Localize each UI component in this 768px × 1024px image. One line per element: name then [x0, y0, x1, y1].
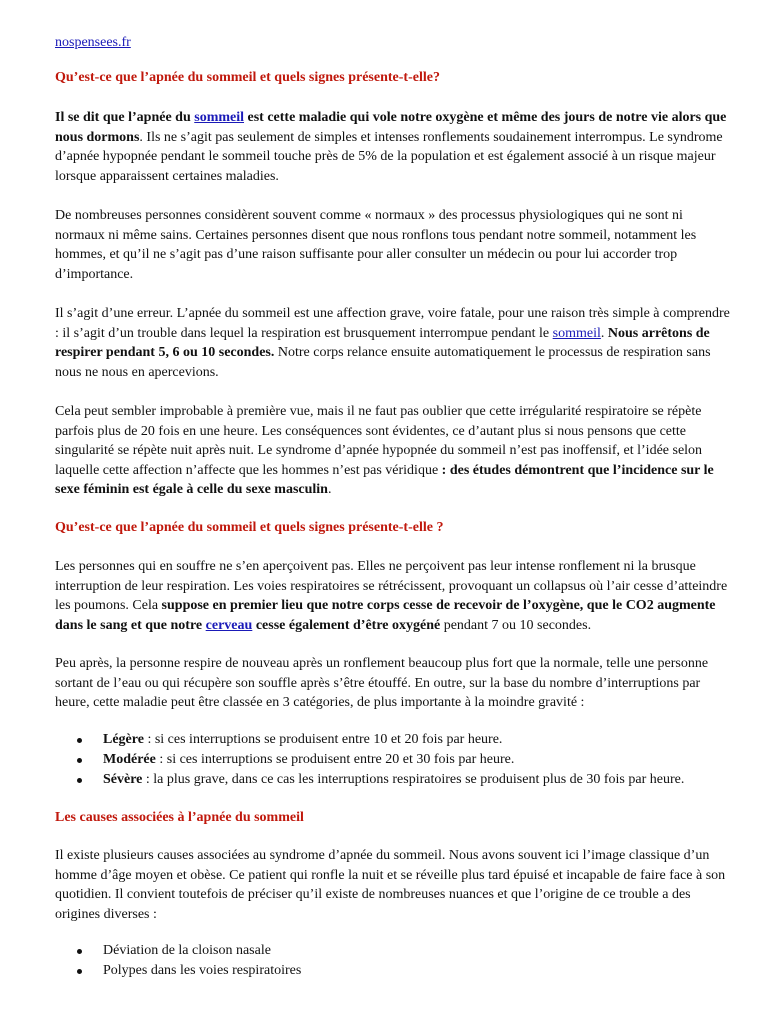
- bullet-dot-icon: [77, 778, 82, 783]
- severity-label: Sévère: [103, 772, 143, 787]
- causes-list: [55, 941, 732, 981]
- site-link[interactable]: nospensees.fr: [55, 35, 131, 50]
- paragraph-intro: [55, 108, 732, 186]
- intro-bold-1: Il se dit que l’apnée du: [55, 110, 195, 125]
- improbable-text-1: Cela peut sembler improbable à première vue, mais il ne faut pas oublier que cette irrégularité respiratoire se répète parfois plus de 20 fois en une heure. Les conséquences sont évidentes, ce d’autant plus si nous pensons que cette singularité se répète nuit après nuit. Le syndrome d’apnée hypopnée du sommeil n’est pas inoffensif, et l’idée selon laquelle cette affection n’affecte que les hommes n’est pas véridique: [55, 404, 703, 478]
- paragraph-categories: Peu après, la personne respire de nouveau après un ronflement beaucoup plus fort que la normale, telle une personne sortant de l’eau ou qui récupère son souffle après s’être étouffé. En outre, sur la base du nombre d’interruptions par heure, cette maladie peut être classée en 3 catégories, de plus importante à la moindre gravité :: [55, 656, 709, 710]
- list-item: [55, 770, 732, 790]
- paragraph-symptoms: [55, 557, 732, 635]
- paragraph-improbable: [55, 402, 732, 500]
- list-item: [55, 730, 732, 750]
- cerveau-link[interactable]: [206, 618, 253, 633]
- symptoms-text-1: Les personnes qui en souffre ne s’en aperçoivent pas. Elles ne perçoivent pas leur intense ronflement ni la brusque interruption de leur respiration. Les voies respiratoires se rétrécissent, provoquant un collapsus où l’air cesse d’atteindre les poumons. Cela: [55, 559, 728, 613]
- section-heading-3: Les causes associées à l’apnée du sommeil: [55, 810, 304, 825]
- cause-text: Déviation de la cloison nasale: [103, 943, 271, 958]
- severity-text: : si ces interruptions se produisent entre 20 et 30 fois par heure.: [155, 752, 515, 767]
- sommeil-link-2[interactable]: sommeil: [552, 325, 601, 341]
- bullet-dot-icon: [77, 758, 82, 763]
- symptoms-bold-1: suppose en premier lieu que notre corps cesse de recevoir de l’oxygène, que le CO2 augmente dans le sang et que notre: [55, 598, 716, 633]
- cause-text: Polypes dans les voies respiratoires: [103, 963, 302, 978]
- improbable-bold: : des études démontrent que l’incidence sur le sexe féminin est égale à celle du sexe masculin: [55, 462, 714, 497]
- bullet-dot-icon: [77, 738, 82, 743]
- paragraph-error: [55, 304, 732, 382]
- severity-text: : si ces interruptions se produisent entre 10 et 20 fois par heure.: [143, 732, 503, 747]
- sommeil-link-1[interactable]: [194, 110, 244, 125]
- severity-label: Modérée: [103, 752, 156, 767]
- list-item: [55, 750, 732, 770]
- improbable-text-2: .: [327, 482, 332, 497]
- paragraph-normal-processes: De nombreuses personnes considèrent souvent comme « normaux » des processus physiologiques qui ne sont ni normaux ni même sains. Certaines personnes disent que nous ronflons tous pendant notre sommeil, notamment les hommes, et qu’il ne s’agit pas d’une raison suffisante pour aller consulter un médecin ou pour lui accorder trop d’importance.: [55, 208, 697, 282]
- symptoms-text-2: pendant 7 ou 10 secondes.: [440, 617, 592, 633]
- severity-list: [55, 730, 732, 790]
- bullet-dot-icon: [77, 969, 82, 974]
- section-heading-2: Qu’est-ce que l’apnée du sommeil et quels signes présente-t-elle ?: [55, 520, 444, 535]
- sommeil-link-1-label: sommeil: [194, 110, 245, 125]
- symptoms-bold-2: cesse également d’être oxygéné: [252, 617, 441, 633]
- cerveau-link-label: cerveau: [205, 617, 253, 633]
- list-item: [55, 961, 732, 981]
- error-text-2: .: [600, 325, 608, 341]
- severity-label: Légère: [103, 732, 144, 747]
- intro-text: . Ils ne s’agit pas seulement de simples et intenses ronflements soudainement interrompus. Le syndrome d’apnée hypopnée pendant le sommeil touche près de 5% de la population et est également associé à un risque majeur lorsque apparaissent certaines maladies.: [55, 129, 723, 184]
- list-item: [55, 941, 732, 961]
- bullet-dot-icon: [77, 949, 82, 954]
- intro-bold-2: est cette maladie qui vole notre oxygène et même des jours de notre vie alors que nous dormons: [55, 110, 727, 145]
- severity-text: : la plus grave, dans ce cas les interruptions respiratoires se produisent plus de 30 fois par heure.: [142, 772, 685, 787]
- section-heading-1: Qu’est-ce que l’apnée du sommeil et quels signes présente-t-elle?: [55, 70, 440, 85]
- error-text-1: Il s’agit d’une erreur. L’apnée du sommeil est une affection grave, voire fatale, pour une raison très simple à comprendre : il s’agit d’un trouble dans lequel la respiration est brusquement interrompue pendant le: [55, 306, 730, 341]
- paragraph-causes: Il existe plusieurs causes associées au syndrome d’apnée du sommeil. Nous avons souvent ici l’image classique d’un homme d’âge moyen et obèse. Ce patient qui ronfle la nuit et se réveille plus tard épuisé et incapable de faire face à son quotidien. Il convient toutefois de préciser qu’il existe de nombreuses nuances et que l’origine de ce trouble a des origines diverses :: [55, 848, 726, 922]
- error-bold: Nous arrêtons de respirer pendant 5, 6 ou 10 secondes.: [55, 325, 710, 360]
- error-text-3: Notre corps relance ensuite automatiquement le processus de respiration sans nous ne nous en apercevions.: [55, 345, 711, 380]
